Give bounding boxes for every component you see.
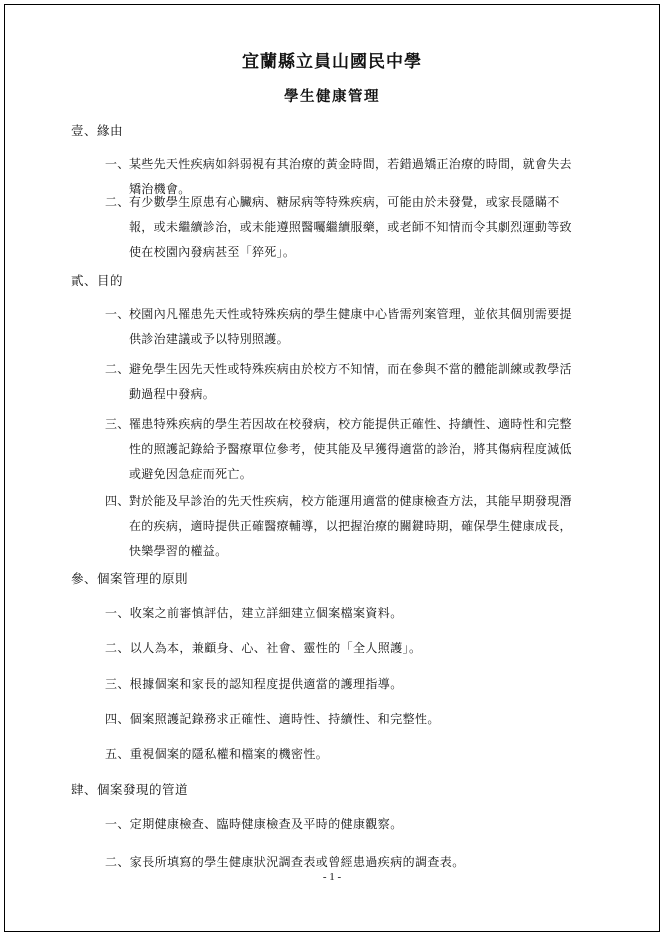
list-item — [105, 357, 575, 407]
item-number: 三、 — [105, 417, 130, 431]
list-item: 四、個案照護記錄務求正確性、適時性、持續性、和完整性。 — [105, 712, 440, 726]
item-text: 校園內凡罹患先天性或特殊疾病的學生健康中心皆需列案管理，並依其個別需要提供診治建議或予以特別照護。 — [129, 307, 572, 346]
list-item: 五、重視個案的隱私權和檔案的機密性。 — [105, 747, 329, 761]
item-number: 四、 — [105, 494, 130, 508]
item-text: 罹患特殊疾病的學生若因故在校發病，校方能提供正確性、持續性、適時性和完整性的照護記錄給予醫療單位參考，使其能及早獲得適當的診治，將其傷病程度減低或避免因急症而死亡。 — [129, 417, 572, 481]
section-heading: 肆、個案發現的管道 — [71, 782, 189, 797]
item-number: 一、 — [105, 157, 130, 171]
section-heading: 貳、目的 — [71, 273, 124, 288]
item-text: 避免學生因先天性或特殊疾病由於校方不知情，而在參與不當的體能訓練或教學活動過程中發病。 — [129, 362, 572, 401]
list-item: 二、家長所填寫的學生健康狀況調查表或曾經患過疾病的調查表。 — [105, 855, 465, 869]
list-item: 一、定期健康檢查、臨時健康檢查及平時的健康觀察。 — [105, 817, 403, 831]
item-text: 對於能及早診治的先天性疾病，校方能運用適當的健康檢查方法，其能早期發現潛在的疾病，適時提供正確醫療輔導，以把握治療的關鍵時期，確保學生健康成長，快樂學習的權益。 — [129, 494, 572, 558]
list-item: 三、根據個案和家長的認知程度提供適當的護理指導。 — [105, 677, 403, 691]
school-title: 宜蘭縣立員山國民中學 — [242, 52, 422, 72]
item-number: 二、 — [105, 195, 130, 209]
page-frame — [4, 4, 660, 932]
list-item: 二、以人為本，兼顧身、心、社會、靈性的「全人照護」。 — [105, 641, 422, 655]
list-item — [105, 412, 575, 487]
section-heading: 參、個案管理的原則 — [71, 571, 189, 586]
list-item — [105, 190, 575, 265]
item-text: 有少數學生原患有心臟病、糖尿病等特殊疾病，可能由於未發覺，或家長隱瞞不報，或未繼續診治，或未能遵照醫囑繼續服藥，或老師不知情而令其劇烈運動等致使在校園內發病甚至「猝死」。 — [129, 195, 572, 259]
list-item — [105, 489, 575, 564]
section-heading: 壹、緣由 — [71, 123, 124, 138]
page-number: - 1 - — [322, 871, 342, 883]
list-item — [105, 302, 575, 352]
item-text: 某些先天性疾病如斜弱視有其治療的黃金時間，若錯過矯正治療的時間，就會失去矯治機會。 — [129, 157, 572, 196]
item-number: 一、 — [105, 307, 130, 321]
page-subtitle: 學生健康管理 — [284, 88, 380, 105]
document-page — [5, 5, 659, 931]
list-item: 一、收案之前審慎評估，建立詳細建立個案檔案資料。 — [105, 606, 403, 620]
item-number: 二、 — [105, 362, 130, 376]
